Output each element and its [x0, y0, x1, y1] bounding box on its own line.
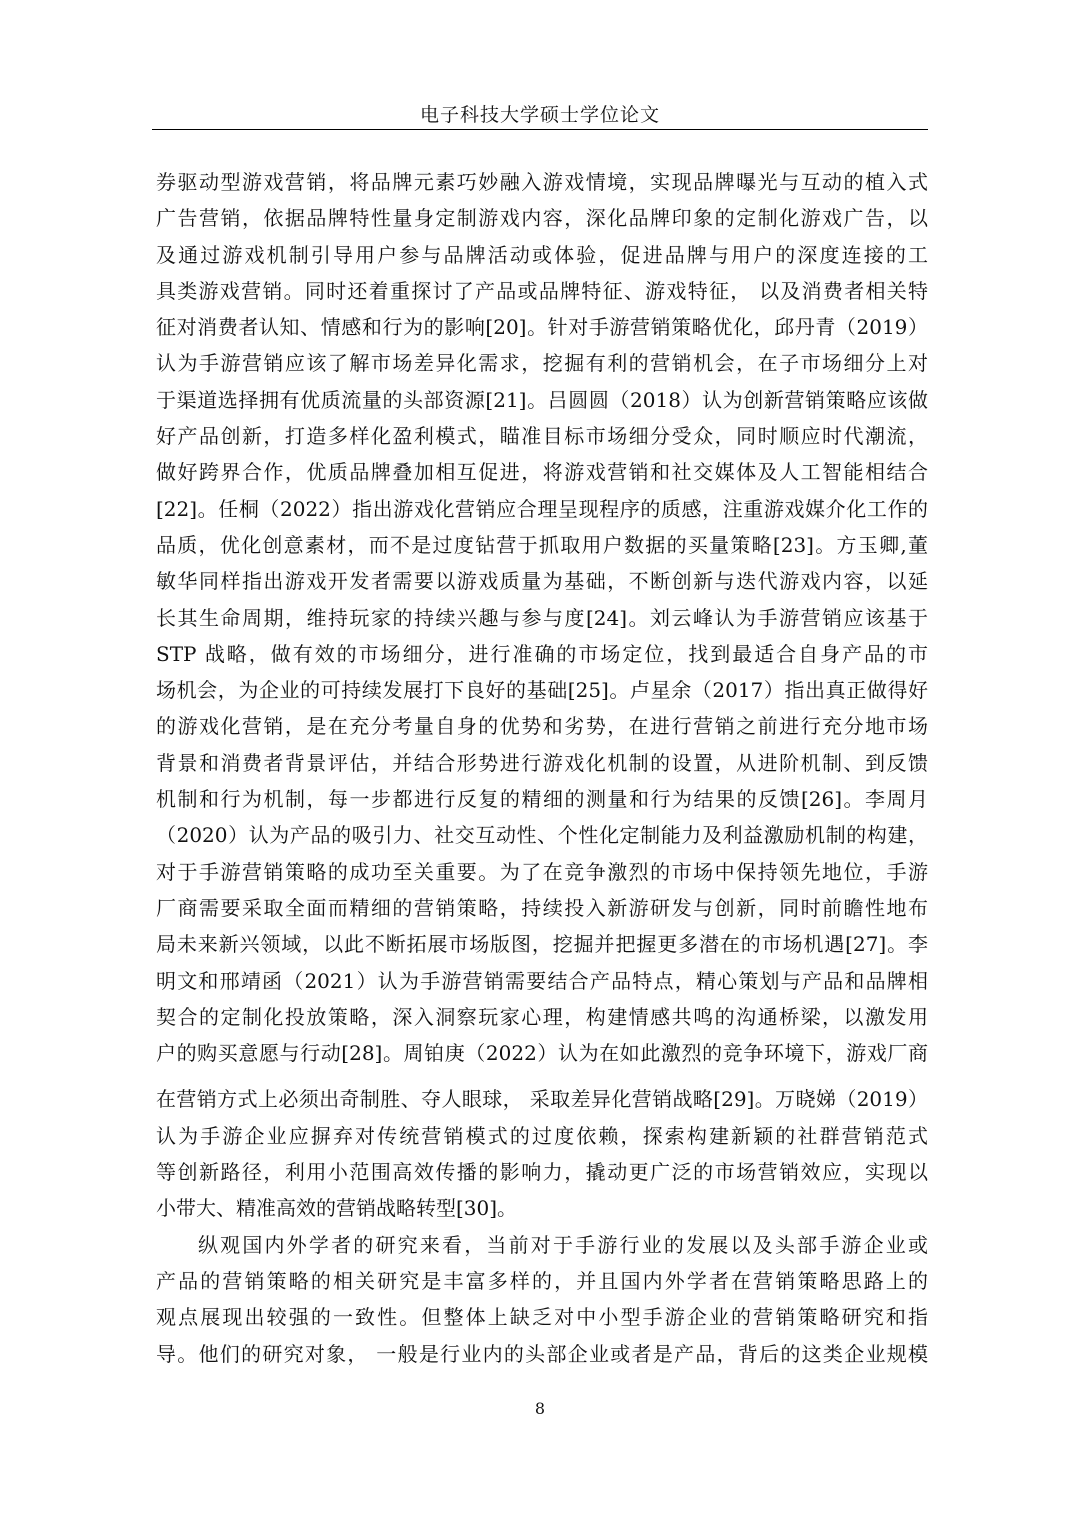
text-line: 场机会，为企业的可持续发展打下良好的基础[25]。卢星余（2017）指出真正做得好	[156, 678, 928, 703]
text-line: 产品的营销策略的相关研究是丰富多样的，并且国内外学者在营销策略思路上的	[156, 1268, 928, 1293]
text-line: 契合的定制化投放策略，深入洞察玩家心理，构建情感共鸣的沟通桥梁，以激发用	[156, 1004, 928, 1029]
text-line: 明文和邢靖函（2021）认为手游营销需要结合产品特点，精心策划与产品和品牌相	[156, 968, 928, 993]
text-line: 导。他们的研究对象， 一般是行业内的头部企业或者是产品，背后的这类企业规模	[156, 1341, 928, 1366]
page-number: 8	[534, 1399, 546, 1418]
text-line: [22]。任桐（2022）指出游戏化营销应合理呈现程序的质感，注重游戏媒介化工作的	[156, 496, 928, 521]
text-line: 认为手游营销应该了解市场差异化需求，挖掘有利的营销机会，在子市场细分上对	[156, 351, 928, 376]
text-line: 品质，优化创意素材，而不是过度钻营于抓取用户数据的买量策略[23]。方玉卿,董	[156, 532, 928, 557]
text-line: 小带大、精准高效的营销战略转型[30]。	[156, 1196, 518, 1221]
body-text	[156, 164, 928, 1372]
text-line: 在营销方式上必须出奇制胜、夺人眼球， 采取差异化营销战略[29]。万晓娣（2019）	[156, 1087, 928, 1112]
text-line: 的游戏化营销，是在充分考量自身的优势和劣势，在进行营销之前进行充分地市场	[156, 714, 928, 739]
text-line: 券驱动型游戏营销，将品牌元素巧妙融入游戏情境，实现品牌曝光与互动的植入式	[156, 170, 928, 194]
text-line: 户的购买意愿与行动[28]。周铂庚（2022）认为在如此激烈的竞争环境下，游戏厂商	[156, 1041, 928, 1066]
text-line: 做好跨界合作，优质品牌叠加相互促进，将游戏营销和社交媒体及人工智能相结合	[156, 460, 928, 485]
text-line: 背景和消费者背景评估，并结合形势进行游戏化机制的设置，从进阶机制、到反馈	[156, 750, 928, 775]
text-line: 机制和行为机制，每一步都进行反复的精细的测量和行为结果的反馈[26]。李周月	[156, 787, 928, 812]
text-line: 征对消费者认知、情感和行为的影响[20]。针对手游营销策略优化，邱丹青（2019）	[156, 315, 928, 340]
text-line: 观点展现出较强的一致性。但整体上缺乏对中小型手游企业的营销策略研究和指	[156, 1305, 928, 1330]
text-line: 好产品创新，打造多样化盈利模式，瞄准目标市场细分受众，同时顺应时代潮流，	[156, 424, 928, 449]
text-line: 广告营销，依据品牌特性量身定制游戏内容，深化品牌印象的定制化游戏广告，以	[156, 206, 928, 231]
text-line: 对于手游营销策略的成功至关重要。为了在竞争激烈的市场中保持领先地位，手游	[156, 859, 928, 884]
text-line: 于渠道选择拥有优质流量的头部资源[21]。吕圆圆（2018）认为创新营销策略应该做	[156, 387, 928, 412]
text-line: STP 战略，做有效的市场细分，进行准确的市场定位，找到最适合自身产品的市	[156, 641, 928, 666]
text-line: 厂商需要采取全面而精细的营销策略，持续投入新游研发与创新，同时前瞻性地布	[156, 895, 928, 920]
text-line: 长其生命周期，维持玩家的持续兴趣与参与度[24]。刘云峰认为手游营销应该基于	[156, 605, 928, 630]
text-line: 具类游戏营销。同时还着重探讨了产品或品牌特征、游戏特征， 以及消费者相关特	[156, 278, 928, 303]
header-divider	[152, 129, 928, 130]
text-line: 局未来新兴领域，以此不断拓展市场版图，挖掘并把握更多潜在的市场机遇[27]。李	[156, 932, 928, 957]
text-line: 等创新路径，利用小范围高效传播的影响力，撬动更广泛的市场营销效应，实现以	[156, 1160, 928, 1185]
text-line: 及通过游戏机制引导用户参与品牌活动或体验，促进品牌与用户的深度连接的工	[156, 242, 928, 267]
text-line: 敏华同样指出游戏开发者需要以游戏质量为基础，不断创新与迭代游戏内容，以延	[156, 569, 928, 594]
text-line: （2020）认为产品的吸引力、社交互动性、个性化定制能力及利益激励机制的构建，	[156, 823, 928, 848]
running-header: 电子科技大学硕士学位论文	[419, 104, 660, 126]
text-line: 认为手游企业应摒弃对传统营销模式的过度依赖，探索构建新颖的社群营销范式	[156, 1123, 928, 1148]
text-line: 纵观国内外学者的研究来看，当前对于手游行业的发展以及头部手游企业或	[198, 1232, 928, 1257]
